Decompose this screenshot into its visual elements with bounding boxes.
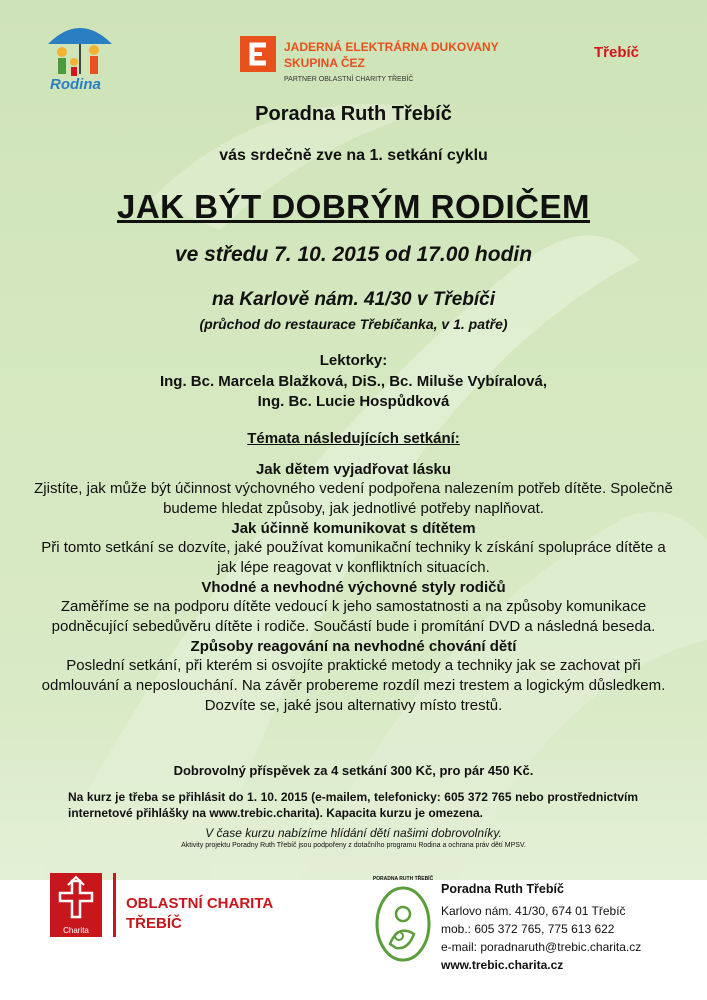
lecturers-heading: Lektorky: <box>319 352 388 369</box>
rodina-logo-text: Rodina <box>50 76 101 93</box>
topic-title: Vhodné a nevhodné výchovné styly rodičů <box>201 579 506 596</box>
lecturers-line-1: Ing. Bc. Marcela Blažková, DiS., Bc. Miluše Vybíralová, <box>159 373 548 390</box>
cez-line-3: PARTNER OBLASTNÍ CHARITY TŘEBÍČ <box>284 76 414 83</box>
project-note: Aktivity projektu Poradny Ruth Třebíč jsou podpořeny z dotačního programu Rodina a ochrana práv dětí MPSV. <box>181 842 526 849</box>
topic-title: Jak účinně komunikovat s dítětem <box>231 520 476 537</box>
topics-heading: Témata následujících setkání: <box>247 430 460 447</box>
cez-mark-icon <box>240 36 276 72</box>
event-title: JAK BÝT DOBRÝM RODIČEM <box>116 188 591 225</box>
invitation-text: vás srdečně zve na 1. setkání cyklu <box>219 147 488 164</box>
charita-name-line-2: TŘEBÍČ <box>126 915 182 932</box>
contact-address: Karlovo nám. 41/30, 674 01 Třebíč <box>441 904 626 918</box>
contact-mobile: mob.: 605 372 765, 775 613 622 <box>441 922 615 936</box>
charita-name-line-1: OBLASTNÍ CHARITA <box>126 895 274 912</box>
contact-website-link[interactable]: www.trebic.charita.cz <box>441 958 564 972</box>
charita-badge-text: Charita <box>63 926 89 935</box>
topic-description: Zjistíte, jak může být účinnost výchovného vedení podpořena nalezením potřeb dítěte. Společně budeme hledat způsoby, jak jednotlivé potřeby naplňovat. <box>34 480 673 517</box>
rodina-logo <box>44 18 116 96</box>
charita-divider <box>113 873 116 937</box>
organization-heading: Poradna Ruth Třebíč <box>255 103 452 125</box>
topics-list <box>30 460 677 716</box>
topic-title: Způsoby reagování na nevhodné chování dětí <box>190 638 517 655</box>
fee-text: Dobrovolný příspěvek za 4 setkání 300 Kč, pro pár 450 Kč. <box>173 763 534 778</box>
contact-block <box>441 880 701 974</box>
event-place: na Karlově nám. 41/30 v Třebíči <box>211 289 496 310</box>
topic-description: Při tomto setkání se dozvíte, jaké používat komunikační techniky k získání spolupráce dítěte a jak lépe reagovat v konfliktních situacích. <box>41 539 666 576</box>
mother-child-icon <box>368 872 438 966</box>
poradna-ruth-logo <box>368 872 438 966</box>
ruth-logo-text: PORADNA RUTH TŘEBÍČ <box>372 876 434 882</box>
babysitting-text: V čase kurzu nabízíme hlídání dětí našimi dobrovolníky. <box>205 826 502 840</box>
cez-line-1: JADERNÁ ELEKTRÁRNA DUKOVANY <box>284 40 499 54</box>
topic-item <box>30 637 677 716</box>
topic-item <box>30 578 677 637</box>
topic-title: Jak dětem vyjadřovat lásku <box>255 461 452 478</box>
cez-logo <box>240 34 510 94</box>
topic-item <box>30 519 677 578</box>
charita-cross-icon <box>50 873 102 923</box>
cez-line-2: SKUPINA ČEZ <box>284 56 365 70</box>
registration-text: Na kurz je třeba se přihlásit do 1. 10. 2015 (e-mailem, telefonicky: 605 372 765 nebo prostřednictvím internetové přihlášky na www.trebic.charita). Kapacita kurzu je omezena. <box>68 790 638 820</box>
event-date: ve středu 7. 10. 2015 od 17.00 hodin <box>174 243 533 266</box>
trebic-logo: Třebíč <box>594 44 640 61</box>
topic-description: Zaměříme se na podporu dítěte vedoucí k jeho samostatnosti a na způsoby komunikace podněcující sebedůvěru dítěte i rodiče. Součástí bude i promítání DVD a následná beseda. <box>51 598 656 635</box>
topic-item <box>30 460 677 519</box>
topic-description: Poslední setkání, při kterém si osvojíte praktické metody a techniky jak se zachovat při odmlouvání a neposlouchání. Na závěr probereme rozdíl mezi trestem a logickým důsledkem. Dozvíte se, jaké jsou alternativy místo trestů. <box>41 657 666 714</box>
event-place-note: (průchod do restaurace Třebíčanka, v 1. patře) <box>199 316 508 332</box>
contact-email[interactable]: e-mail: poradnaruth@trebic.charita.cz <box>441 940 642 954</box>
contact-name: Poradna Ruth Třebíč <box>441 882 564 896</box>
lecturers-line-2: Ing. Bc. Lucie Hospůdková <box>257 393 450 410</box>
